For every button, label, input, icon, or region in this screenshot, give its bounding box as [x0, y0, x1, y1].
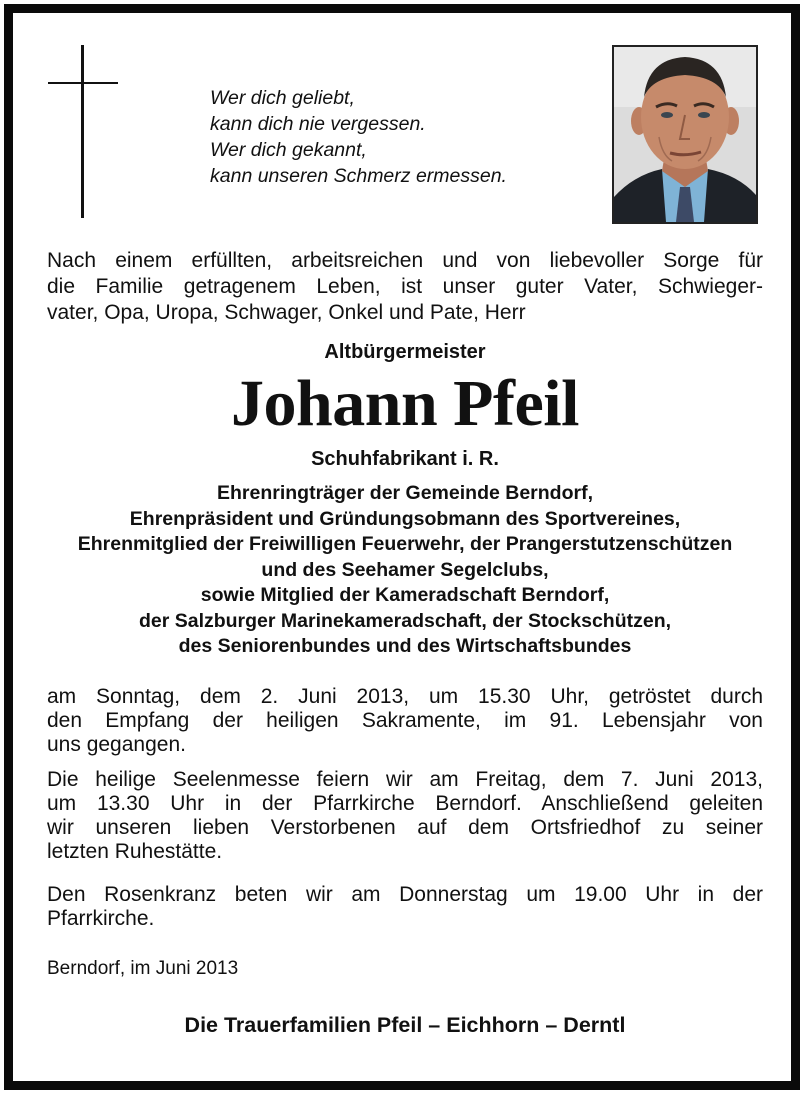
- mass-notice: [47, 768, 763, 864]
- honors-list: [0, 481, 810, 660]
- portrait-photo: [612, 45, 758, 224]
- poem-line: Wer dich gekannt,: [210, 139, 367, 161]
- honor-line: Ehrenpräsident und Gründungsobmann des Sportvereines,: [129, 507, 681, 530]
- notice-line: den Empfang der heiligen Sakramente, im 91. Lebensjahr von: [47, 709, 763, 732]
- memorial-poem: [210, 85, 507, 189]
- honor-line: Ehrenmitglied der Freiwilligen Feuerwehr, der Prangerstutzenschützen: [77, 533, 733, 555]
- notice-line: am Sonntag, dem 2. Juni 2013, um 15.30 Uhr, getröstet durch: [47, 685, 763, 708]
- portrait-image: [614, 47, 756, 222]
- poem-line: kann dich nie vergessen.: [210, 113, 426, 135]
- notice-line: uns gegangen.: [47, 733, 186, 756]
- intro-line: vater, Opa, Uropa, Schwager, Onkel und Pate, Herr: [47, 301, 526, 324]
- notice-line: Den Rosenkranz beten wir am Donnerstag um 19.00 Uhr in der: [47, 883, 763, 906]
- deceased-name: Johann Pfeil: [231, 367, 579, 440]
- poem-line: kann unseren Schmerz ermessen.: [210, 165, 507, 187]
- honor-line: und des Seehamer Segelclubs,: [261, 558, 549, 581]
- honor-line: Ehrenringträger der Gemeinde Berndorf,: [217, 482, 593, 504]
- honor-line: des Seniorenbundes und des Wirtschaftsbundes: [178, 635, 632, 657]
- rosary-notice: [47, 883, 763, 931]
- honor-line: der Salzburger Marinekameradschaft, der Stockschützen,: [138, 609, 672, 632]
- death-notice: [47, 685, 763, 757]
- notice-line: um 13.30 Uhr in der Pfarrkirche Berndorf. Anschließend geleiten: [47, 792, 763, 815]
- intro-line: die Familie getragenem Leben, ist unser guter Vater, Schwieger-: [47, 275, 763, 298]
- notice-line: Die heilige Seelenmesse feiern wir am Freitag, dem 7. Juni 2013,: [47, 768, 763, 791]
- mourning-families: Die Trauerfamilien Pfeil – Eichhorn – Derntl: [184, 1013, 626, 1037]
- notice-line: letzten Ruhestätte.: [47, 840, 223, 863]
- notice-line: Pfarrkirche.: [47, 907, 155, 930]
- intro-line: Nach einem erfüllten, arbeitsreichen und von liebevoller Sorge für: [47, 249, 763, 272]
- place-date: Berndorf, im Juni 2013: [47, 958, 239, 979]
- notice-line: wir unseren lieben Verstorbenen auf dem Ortsfriedhof zu seiner: [47, 816, 763, 839]
- deceased-profession: Schuhfabrikant i. R.: [311, 448, 499, 470]
- poem-line: Wer dich geliebt,: [210, 87, 355, 109]
- honor-line: sowie Mitglied der Kameradschaft Berndorf,: [200, 584, 610, 606]
- intro-paragraph: [47, 248, 763, 326]
- deceased-title: Altbürgermeister: [324, 341, 486, 363]
